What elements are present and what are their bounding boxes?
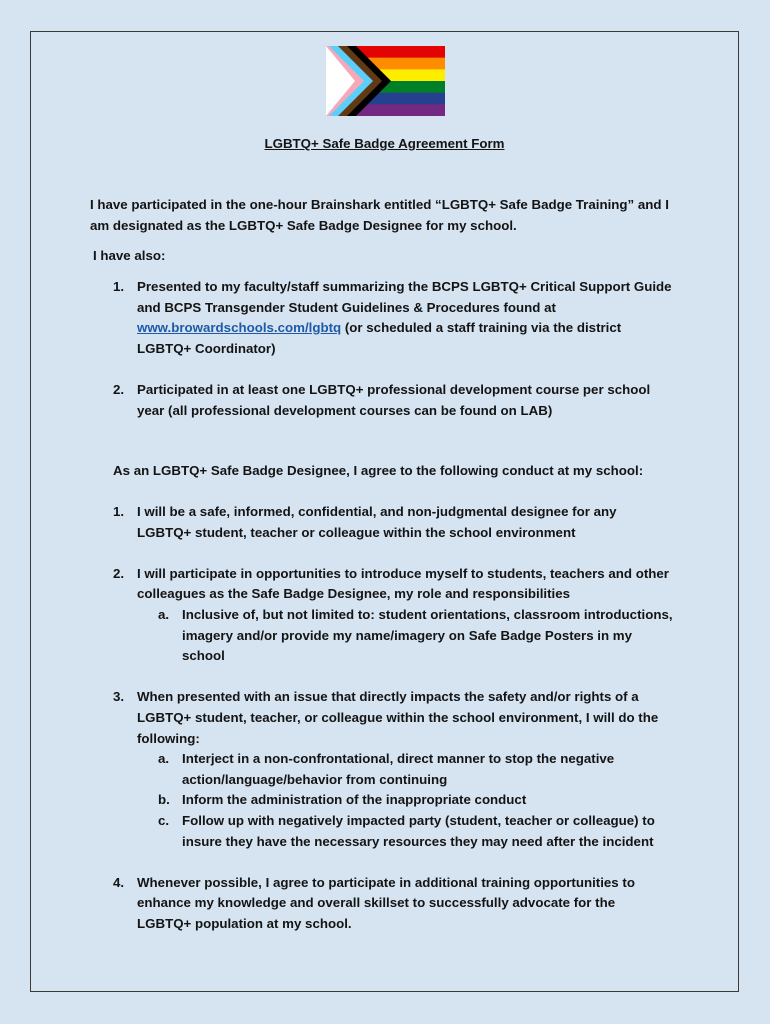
list-item [113, 380, 673, 421]
list-item-number: 2. [113, 381, 125, 397]
intro-paragraph: I have participated in the one-hour Brainshark entitled “LGBTQ+ Safe Badge Training” and I am designated as the LGBTQ+ Safe Badge Designee for my school. [90, 197, 669, 233]
list-item-text-after: (or scheduled a staff training via the district LGBTQ+ Coordinator) [137, 320, 622, 356]
list-item-text: I will participate in opportunities to introduce myself to students, teachers and other colleagues as the Safe Badge Designee, my role and responsibilities [137, 565, 669, 602]
lgbtq-resources-link[interactable]: www.browardschools.com/lgbtq [137, 320, 342, 336]
list-item-text: Whenever possible, I agree to participate in additional training opportunities to enhance my knowledge and overall skillset to successfully advocate for the LGBTQ+ population at my school. [137, 874, 635, 931]
progress-pride-flag-icon [326, 46, 445, 116]
sub-list-item-text: Inclusive of, but not limited to: student orientations, classroom introductions, imagery and/or provide my name/imagery on Safe Badge Posters in my school [182, 606, 673, 664]
sub-list-item [158, 790, 673, 811]
conduct-heading: As an LGBTQ+ Safe Badge Designee, I agree to the following conduct at my school: [113, 463, 644, 478]
list-item-number: 2. [113, 565, 125, 581]
list-item-text: Participated in at least one LGBTQ+ professional development course per school year (all professional development courses can be found on LAB) [137, 381, 651, 418]
list-item-text: When presented with an issue that directly impacts the safety and/or rights of a LGBTQ+ student, teacher, or colleague within the school environment, I will do the following: [137, 689, 659, 746]
form-title: LGBTQ+ Safe Badge Agreement Form [264, 136, 505, 151]
sub-list-item-text: Inform the administration of the inappropriate conduct [182, 792, 527, 808]
document-page [30, 31, 739, 992]
list-item [113, 502, 673, 543]
list-item-number: 4. [113, 874, 125, 890]
sub-list-item-text: Interject in a non-confrontational, direct manner to stop the negative action/language/behavior from continuing [182, 751, 615, 787]
sub-list-item-letter: b. [158, 792, 170, 808]
sub-list-item-letter: a. [158, 751, 170, 767]
conduct-list [113, 502, 673, 934]
sub-list-item-text: Follow up with negatively impacted party (student, teacher or colleague) to insure they have the necessary resources they may need after the incident [182, 812, 655, 849]
sub-list-item-letter: c. [158, 812, 170, 828]
sub-list [137, 749, 673, 852]
sub-list [137, 605, 673, 667]
list-item-number: 3. [113, 689, 125, 705]
list-item [113, 873, 673, 935]
sub-list-item [158, 605, 673, 667]
also-label: I have also: [93, 248, 166, 263]
completed-items-list [113, 277, 673, 421]
sub-list-item [158, 749, 673, 790]
list-item [113, 277, 673, 359]
list-item [113, 564, 673, 667]
sub-list-item-letter: a. [158, 606, 170, 622]
list-item-text: Presented to my faculty/staff summarizing the BCPS LGBTQ+ Critical Support Guide and BCPS Transgender Student Guidelines & Procedures found at [137, 279, 672, 315]
list-item-text: I will be a safe, informed, confidential, and non-judgmental designee for any LGBTQ+ student, teacher or colleague within the school environment [137, 504, 617, 540]
list-item [113, 687, 673, 852]
sub-list-item [158, 811, 673, 852]
list-item-number: 1. [113, 504, 125, 519]
list-item-number: 1. [113, 279, 125, 294]
